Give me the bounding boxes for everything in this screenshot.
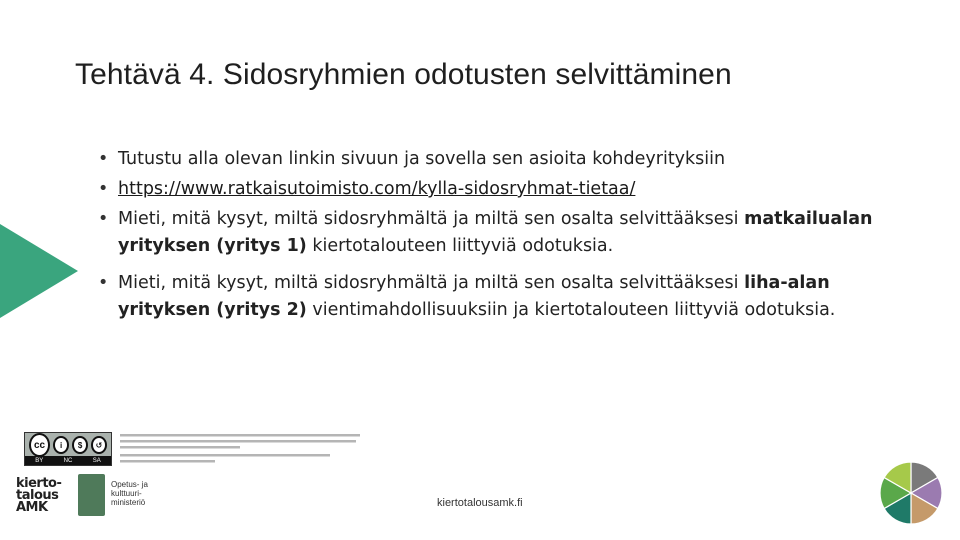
cc-by-label: BY [35,457,44,464]
ministry-line: ministeriö [111,498,146,507]
cc-sa-label: SA [92,457,101,464]
ministry-seal-icon [78,474,105,516]
cc-label-strip [25,456,111,465]
ministry-line: Opetus- ja [111,480,148,489]
slide-title: Tehtävä 4. Sidosryhmien odotusten selvittäminen [75,58,732,91]
bullet-text: Tutustu alla olevan linkin sivuun ja sovella sen asioita kohdeyrityksiin [118,149,726,169]
kiertotalous-amk-logo [16,478,72,514]
ministry-logo-text [111,480,171,507]
bullet-text: vientimahdollisuuksiin ja kiertotalouteen liittyviä odotuksia. [306,300,836,320]
bullet-item [98,206,878,260]
bullet-bold-text: matkailualan yrityksen (yritys 1) [118,209,873,256]
cc-icon: cc [29,433,50,457]
attribution-icon: i [53,436,69,454]
ministry-line: kulttuuri- [111,489,142,498]
bullet-list [98,146,878,327]
logo-line: talous [16,488,59,503]
logo-line: kierto- [16,476,62,491]
noncommercial-icon: $ [72,436,88,454]
footer-website[interactable]: kiertotalousamk.fi [437,497,523,509]
bullet-bold-text: liha-alan yrityksen (yritys 2) [118,273,830,320]
ratkaisutoimisto-link[interactable]: https://www.ratkaisutoimisto.com/kylla-sidosryhmat-tietaa/ [118,179,636,199]
bullet-item [98,270,878,324]
license-text-illegible [120,434,370,468]
cc-nc-label: NC [63,457,73,464]
bullet-item [98,146,878,173]
bullet-text: Mieti, mitä kysyt, miltä sidosryhmältä ja miltä sen osalta selvittääksesi [118,273,745,293]
arrow-decoration [0,224,78,318]
sharealike-icon: ↺ [91,436,107,454]
pie-logo-icon [879,461,943,525]
bullet-text: Mieti, mitä kysyt, miltä sidosryhmältä ja miltä sen osalta selvittääksesi [118,209,745,229]
creative-commons-badge[interactable] [24,432,112,466]
bullet-item [98,176,878,203]
logo-line: AMK [16,500,48,515]
bullet-text: kiertotalouteen liittyviä odotuksia. [306,236,614,256]
